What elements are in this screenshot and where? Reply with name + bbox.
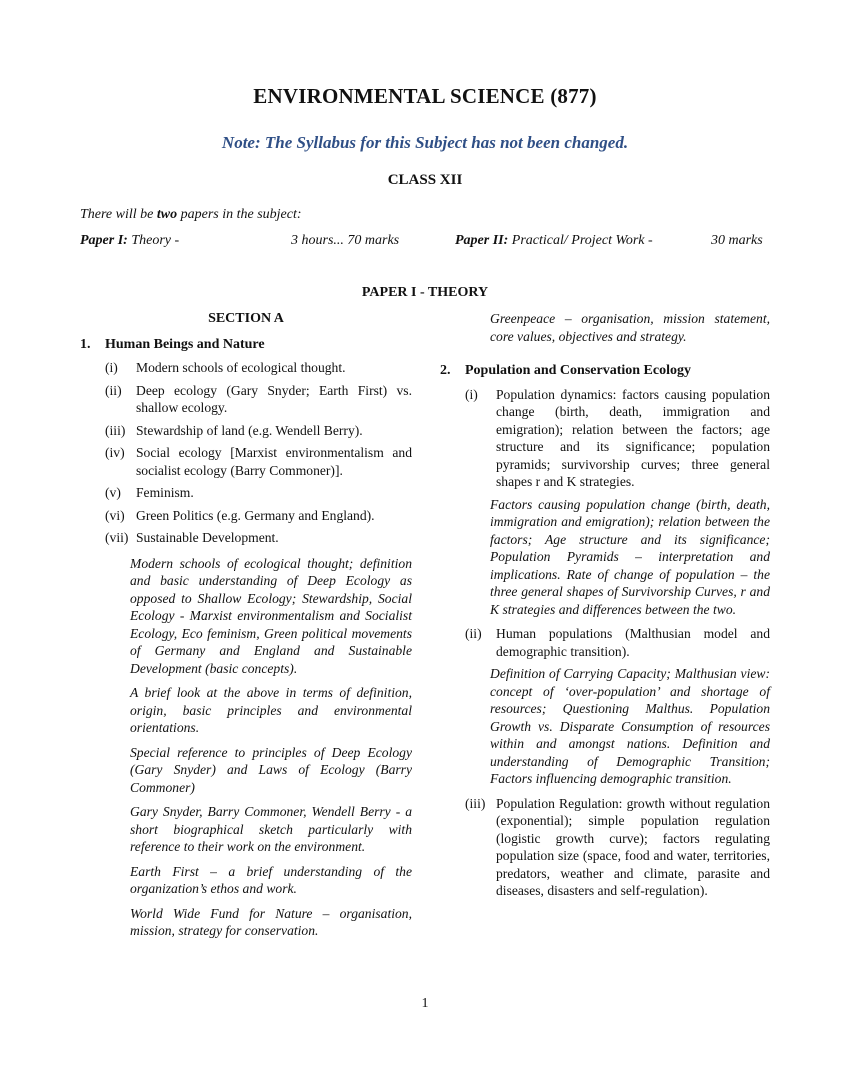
explanatory-note: A brief look at the above in terms of definition, origin, basic principles and environmental orientations. <box>130 685 412 735</box>
list-item <box>105 444 412 479</box>
section-heading: SECTION A <box>208 311 284 326</box>
paper-heading: PAPER I - THEORY <box>361 285 489 300</box>
paper1-name: Theory - <box>127 233 180 248</box>
paper1-detail: 3 hours... 70 marks <box>291 233 400 248</box>
item-text: Population dynamics: factors causing population change (birth, death, immigration and emigration); relation between the factors; age structure and its significance; population pyramids; survivorship curves; three general shapes r and K strategies. <box>496 386 770 489</box>
paper1-label: Paper I: <box>80 233 128 248</box>
list-item <box>105 382 412 417</box>
intro-line <box>80 207 302 223</box>
item-text: Deep ecology (Gary Snyder; Earth First) vs. shallow ecology. <box>136 382 412 415</box>
explanatory-note: Gary Snyder, Barry Commoner, Wendell Berry - a short biographical sketch particularly with reference to their work on the environment. <box>130 804 412 854</box>
paper2-name: Practical/ Project Work - <box>508 233 653 248</box>
list-item <box>465 795 770 900</box>
item-numeral: (ii) <box>105 382 122 398</box>
item-text: Human populations (Malthusian model and demographic transition). <box>496 626 770 659</box>
topic-number: 1. <box>80 336 91 352</box>
document-title: ENVIRONMENTAL SCIENCE (877) <box>253 84 597 108</box>
item-text: Feminism. <box>136 485 194 500</box>
item-text: Stewardship of land (e.g. Wendell Berry). <box>136 422 363 438</box>
item-text: Modern schools of ecological thought. <box>136 360 346 375</box>
class-heading: CLASS XII <box>387 172 463 188</box>
list-item <box>105 507 412 525</box>
syllabus-note: Note: The Syllabus for this Subject has not been changed. <box>221 133 629 152</box>
item-numeral: (vi) <box>105 507 125 523</box>
intro-post: papers in the subject: <box>177 207 302 222</box>
topic-number: 2. <box>440 363 451 378</box>
topic-1-heading <box>80 336 412 354</box>
item-numeral: (iv) <box>105 445 125 460</box>
topic-title: Population and Conservation Ecology <box>465 363 691 378</box>
explanatory-note: Special reference to principles of Deep Ecology (Gary Snyder) and Laws of Ecology (Barry Commoner) <box>130 744 412 795</box>
explanatory-note-continued: Greenpeace – organisation, mission statement, core values, objectives and strategy. <box>490 311 770 344</box>
paper1-label-line <box>80 233 179 249</box>
item-numeral: (ii) <box>465 626 482 641</box>
item-numeral: (iii) <box>465 795 486 811</box>
intro-pre: There will be <box>80 207 157 222</box>
explanatory-note: Earth First – a brief understanding of the organization’s ethos and work. <box>130 863 412 896</box>
item-numeral: (i) <box>465 386 478 402</box>
item-numeral: (v) <box>105 485 121 500</box>
explanatory-note: World Wide Fund for Nature – organisation, mission, strategy for conservation. <box>130 905 412 938</box>
paper2-detail: 30 marks <box>711 233 763 248</box>
list-item <box>105 359 412 377</box>
list-item <box>465 386 770 491</box>
topic-title: Human Beings and Nature <box>105 336 265 352</box>
left-column <box>80 310 412 947</box>
paper2-label-line <box>455 233 653 249</box>
item-numeral: (i) <box>105 360 118 375</box>
item-numeral: (iii) <box>105 422 126 438</box>
list-item <box>105 422 412 440</box>
page-number: 1 <box>421 996 429 1011</box>
explanatory-note: Factors causing population change (birth, death, immigration and emigration); relation between the factors; Age structure and its significance; Population Pyramids – interpretation and implications. Rate of change of population – the three general shapes of Survivorship Curves, r and K strategies and differences between the two. <box>490 496 770 617</box>
paper2-label: Paper II: <box>455 233 509 248</box>
item-text: Social ecology [Marxist environmentalism and socialist ecology (Barry Commoner)]. <box>136 445 412 478</box>
right-column <box>440 310 770 905</box>
list-item <box>105 529 412 547</box>
list-item <box>105 484 412 502</box>
intro-bold: two <box>156 207 178 222</box>
list-item <box>465 625 770 660</box>
item-numeral: (vii) <box>105 530 129 545</box>
explanatory-note: Modern schools of ecological thought; definition and basic understanding of Deep Ecology as opposed to Shallow Ecology; Stewardship, Social Ecology - Marxist environmentalism and Socialist Ecology, Eco feminism, Green political movements of Germany and England and Sustainable Development (basic concepts). <box>130 555 412 676</box>
item-text: Sustainable Development. <box>136 530 279 545</box>
item-text: Population Regulation: growth without regulation (exponential); simple population regulation (logistic growth curve); factors regulating population size (space, food and water, territories, predators, weather and climate, parasite and diseases, disasters and self-regulation). <box>496 795 770 898</box>
explanatory-note: Definition of Carrying Capacity; Malthusian view: concept of ‘over-population’ and shortage of resources; Questioning Malthus. Population Growth vs. Disparate Consumption of resources within and amongst nations. Definition and understanding of Demographic Transition; Factors influencing demographic transition. <box>490 666 770 786</box>
topic-2-heading <box>440 362 770 380</box>
item-text: Green Politics (e.g. Germany and England). <box>136 507 375 523</box>
